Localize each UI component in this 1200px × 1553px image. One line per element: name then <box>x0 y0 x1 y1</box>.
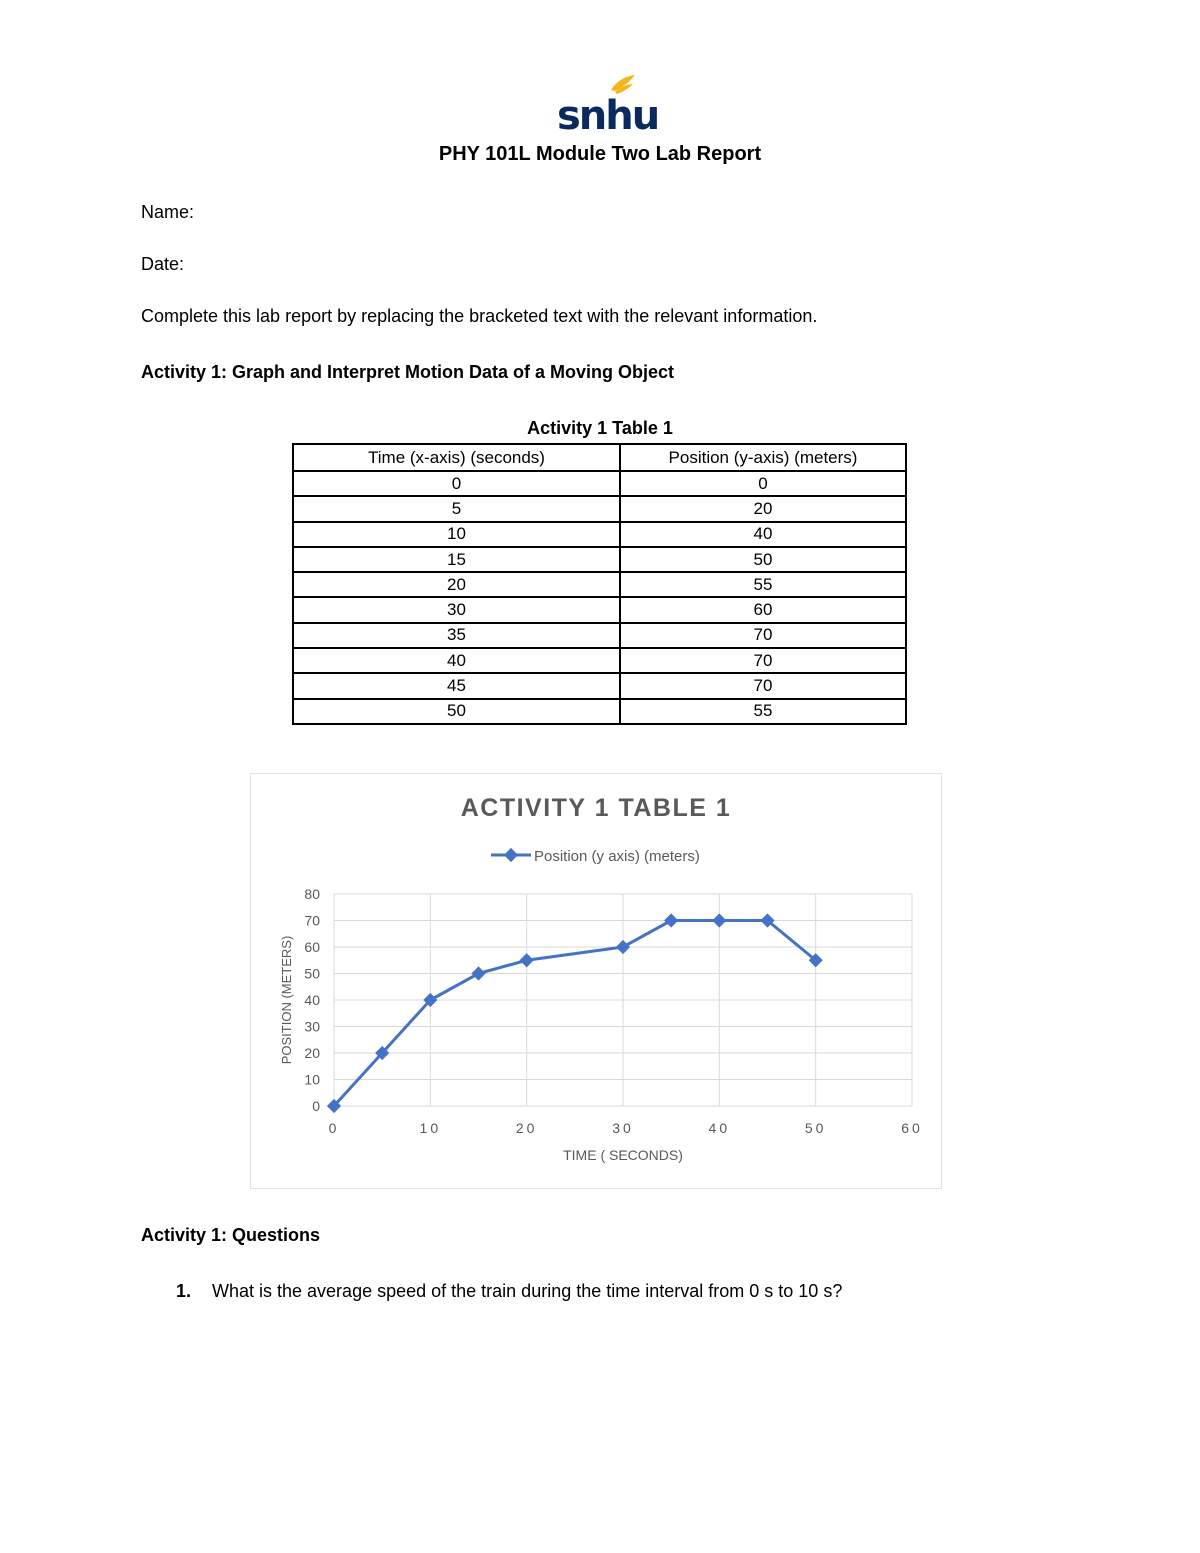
data-point <box>616 940 630 954</box>
series-line <box>334 921 816 1107</box>
y-tick-label: 40 <box>304 992 320 1008</box>
y-axis-label: POSITION (METERS) <box>279 935 294 1065</box>
data-point <box>664 913 678 927</box>
y-tick-label: 0 <box>312 1098 320 1114</box>
data-point <box>712 913 726 927</box>
activity1-heading: Activity 1: Graph and Interpret Motion Data of a Moving Object <box>141 362 675 382</box>
chart-title: ACTIVITY 1 TABLE 1 <box>460 794 732 822</box>
position-cell: 40 <box>620 522 906 547</box>
time-cell: 45 <box>293 673 620 698</box>
x-tick-label: 40 <box>708 1120 731 1136</box>
time-cell: 30 <box>293 597 620 622</box>
time-cell: 5 <box>293 496 620 521</box>
time-cell: 0 <box>293 471 620 496</box>
position-cell: 0 <box>620 471 906 496</box>
table-row <box>293 597 906 622</box>
question-text: What is the average speed of the train during the time interval from 0 s to 10 s? <box>212 1281 843 1301</box>
x-axis-label: TIME ( SECONDS) <box>563 1147 683 1163</box>
name-label: Name: <box>141 202 195 222</box>
line-chart <box>251 774 941 1188</box>
legend-marker <box>504 848 518 862</box>
data-point <box>520 953 534 967</box>
date-label: Date: <box>141 254 185 274</box>
time-cell: 15 <box>293 547 620 572</box>
col-position-label: Position (y-axis) (meters) <box>668 447 858 467</box>
x-tick-label: 30 <box>612 1120 634 1136</box>
y-tick-label: 50 <box>304 965 320 982</box>
data-table <box>292 443 907 725</box>
question-number: 1. <box>176 1281 192 1301</box>
time-cell: 10 <box>293 522 620 547</box>
position-cell: 60 <box>620 597 906 622</box>
table-row <box>293 623 906 648</box>
column-header <box>620 444 906 471</box>
position-cell: 55 <box>620 572 906 597</box>
instructions: Complete this lab report by replacing the bracketed text with the relevant information. <box>141 306 818 326</box>
snhu-logo <box>555 72 659 139</box>
time-cell: 20 <box>293 572 620 597</box>
y-tick-label: 30 <box>304 1018 320 1035</box>
table-row <box>293 496 906 521</box>
table-row <box>293 648 906 673</box>
position-cell: 55 <box>620 699 906 724</box>
page-title: PHY 101L Module Two Lab Report <box>438 143 762 165</box>
table-row <box>293 547 906 572</box>
table-header-row <box>293 444 906 471</box>
table-row <box>293 673 906 698</box>
chart-container <box>250 773 942 1189</box>
position-cell: 20 <box>620 496 906 521</box>
y-tick-label: 80 <box>304 886 320 902</box>
position-cell: 70 <box>620 623 906 648</box>
question-list <box>176 1281 842 1302</box>
table-row <box>293 522 906 547</box>
col-time-label: Time (x-axis) (seconds) <box>368 447 545 467</box>
position-cell: 50 <box>620 547 906 572</box>
x-tick-label: 0 <box>328 1120 340 1136</box>
position-cell: 70 <box>620 673 906 698</box>
y-tick-label: 60 <box>304 939 320 955</box>
position-cell: 70 <box>620 648 906 673</box>
table-row <box>293 572 906 597</box>
time-cell: 50 <box>293 699 620 724</box>
table-caption: Activity 1 Table 1 <box>527 418 673 438</box>
time-cell: 40 <box>293 648 620 673</box>
y-tick-label: 20 <box>304 1045 320 1061</box>
question-item <box>176 1281 842 1302</box>
x-tick-label: 50 <box>804 1120 827 1136</box>
logo-text: snhu <box>557 93 659 139</box>
x-tick-label: 60 <box>901 1120 923 1136</box>
time-cell: 35 <box>293 623 620 648</box>
x-tick-label: 20 <box>515 1120 538 1136</box>
legend-label: Position (y axis) (meters) <box>534 848 700 865</box>
y-tick-label: 70 <box>304 912 320 929</box>
column-header <box>293 444 620 471</box>
table-row <box>293 699 906 724</box>
x-tick-label: 10 <box>419 1120 442 1136</box>
questions-heading: Activity 1: Questions <box>141 1225 321 1245</box>
y-tick-label: 10 <box>304 1071 320 1088</box>
table-row <box>293 471 906 496</box>
data-point <box>471 966 485 980</box>
